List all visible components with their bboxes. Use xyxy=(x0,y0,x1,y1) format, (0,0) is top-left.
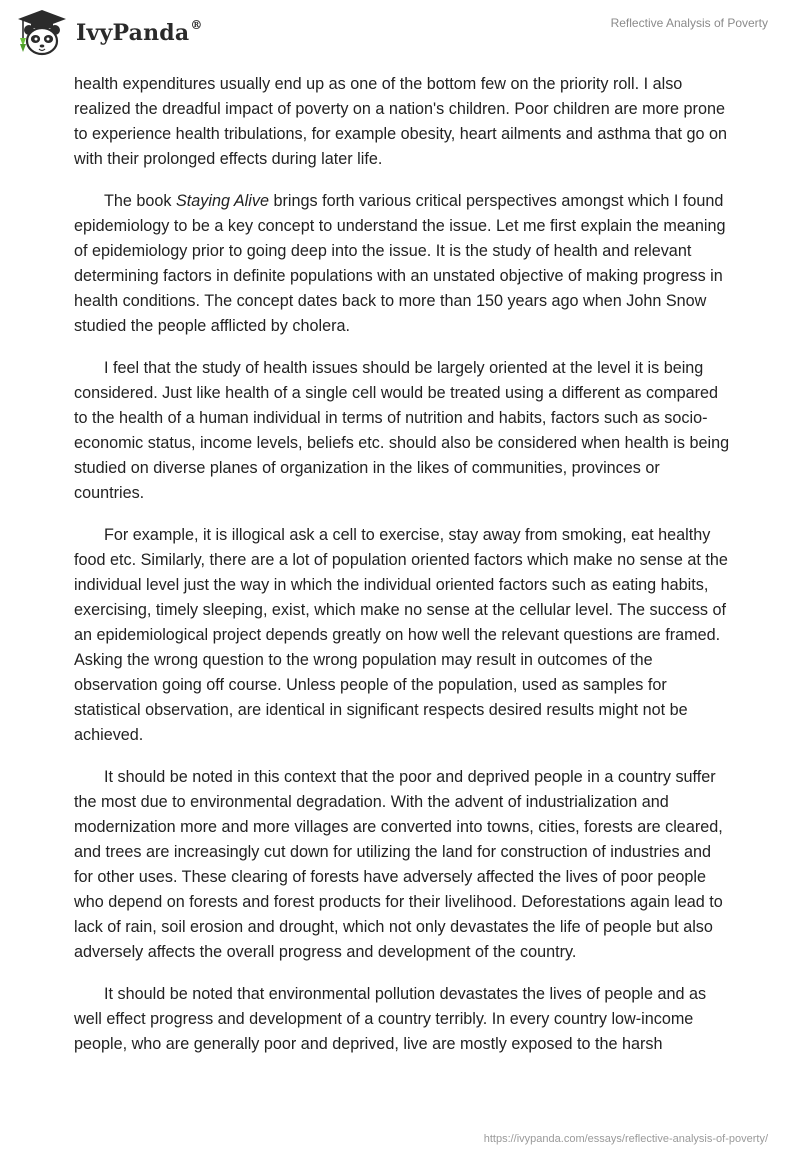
brand-name: IvyPanda® xyxy=(76,18,203,46)
paragraph: It should be noted in this context that the poor and deprived people in a country suffer the most due to environmental degradation. With the advent of industrialization and modernization more and more villages are converted into towns, cities, forests are cleared, and trees are increasingly cut down for utilizing the land for construction of industries and for other uses. These clearing of forests have adversely affected the lives of poor people who depend on forests and forest products for their livelihood. Deforestations again lead to lack of rain, soil erosion and drought, which not only devastates the life of people but also adversely affects the overall progress and development of the country. xyxy=(74,768,723,961)
essay-body xyxy=(74,72,730,1074)
panda-graduate-icon xyxy=(14,8,70,58)
book-title: Staying Alive xyxy=(176,192,269,210)
source-url[interactable]: https://ivypanda.com/essays/reflective-analysis-of-poverty/ xyxy=(483,1133,768,1145)
paragraph: I feel that the study of health issues should be largely oriented at the level it is being considered. Just like health of a single cell would be treated using a different as compared to the health of a human individual in terms of nutrition and habits, factors such as socio-economic status, income levels, beliefs etc. should also be considered when health is being studied on diverse planes of organization in the likes of communities, provinces or countries. xyxy=(74,359,730,502)
paragraph: For example, it is illogical ask a cell to exercise, stay away from smoking, eat healthy food etc. Similarly, there are a lot of population oriented factors which make no sense at the individual level just the way in which the individual oriented factors such as eating habits, exercising, timely sleeping, exist, which make no sense at the cellular level. The success of an epidemiological project depends greatly on how well the relevant questions are framed. Asking the wrong question to the wrong population may result in outcomes of the observation going off course. Unless people of the population, used as samples for statistical observation, are identical in significant respects desired results might not be achieved. xyxy=(74,526,728,744)
registered-mark: ® xyxy=(190,18,203,32)
page-header xyxy=(0,0,800,70)
brand-logo[interactable] xyxy=(14,8,203,58)
paragraph: The book Staying Alive brings forth various critical perspectives amongst which I found epidemiology to be a key concept to understand the issue. Let me first explain the meaning of epidemiology prior to going deep into the issue. It is the study of health and relevant determining factors in definite populations with an unstated objective of making progress in health conditions. The concept dates back to more than 150 years ago when John Snow studied the people afflicted by cholera. xyxy=(74,192,726,335)
paragraph: health expenditures usually end up as one of the bottom few on the priority roll. I also realized the dreadful impact of poverty on a nation's children. Poor children are more prone to experience health tribulations, for example obesity, heart ailments and asthma that go on with their prolonged effects during later life. xyxy=(74,75,727,168)
paragraph: It should be noted that environmental pollution devastates the lives of people and as well effect progress and development of a country terribly. In every country low-income people, who are generally poor and deprived, live are mostly exposed to the harsh xyxy=(74,985,707,1053)
document-title: Reflective Analysis of Poverty xyxy=(610,16,768,30)
